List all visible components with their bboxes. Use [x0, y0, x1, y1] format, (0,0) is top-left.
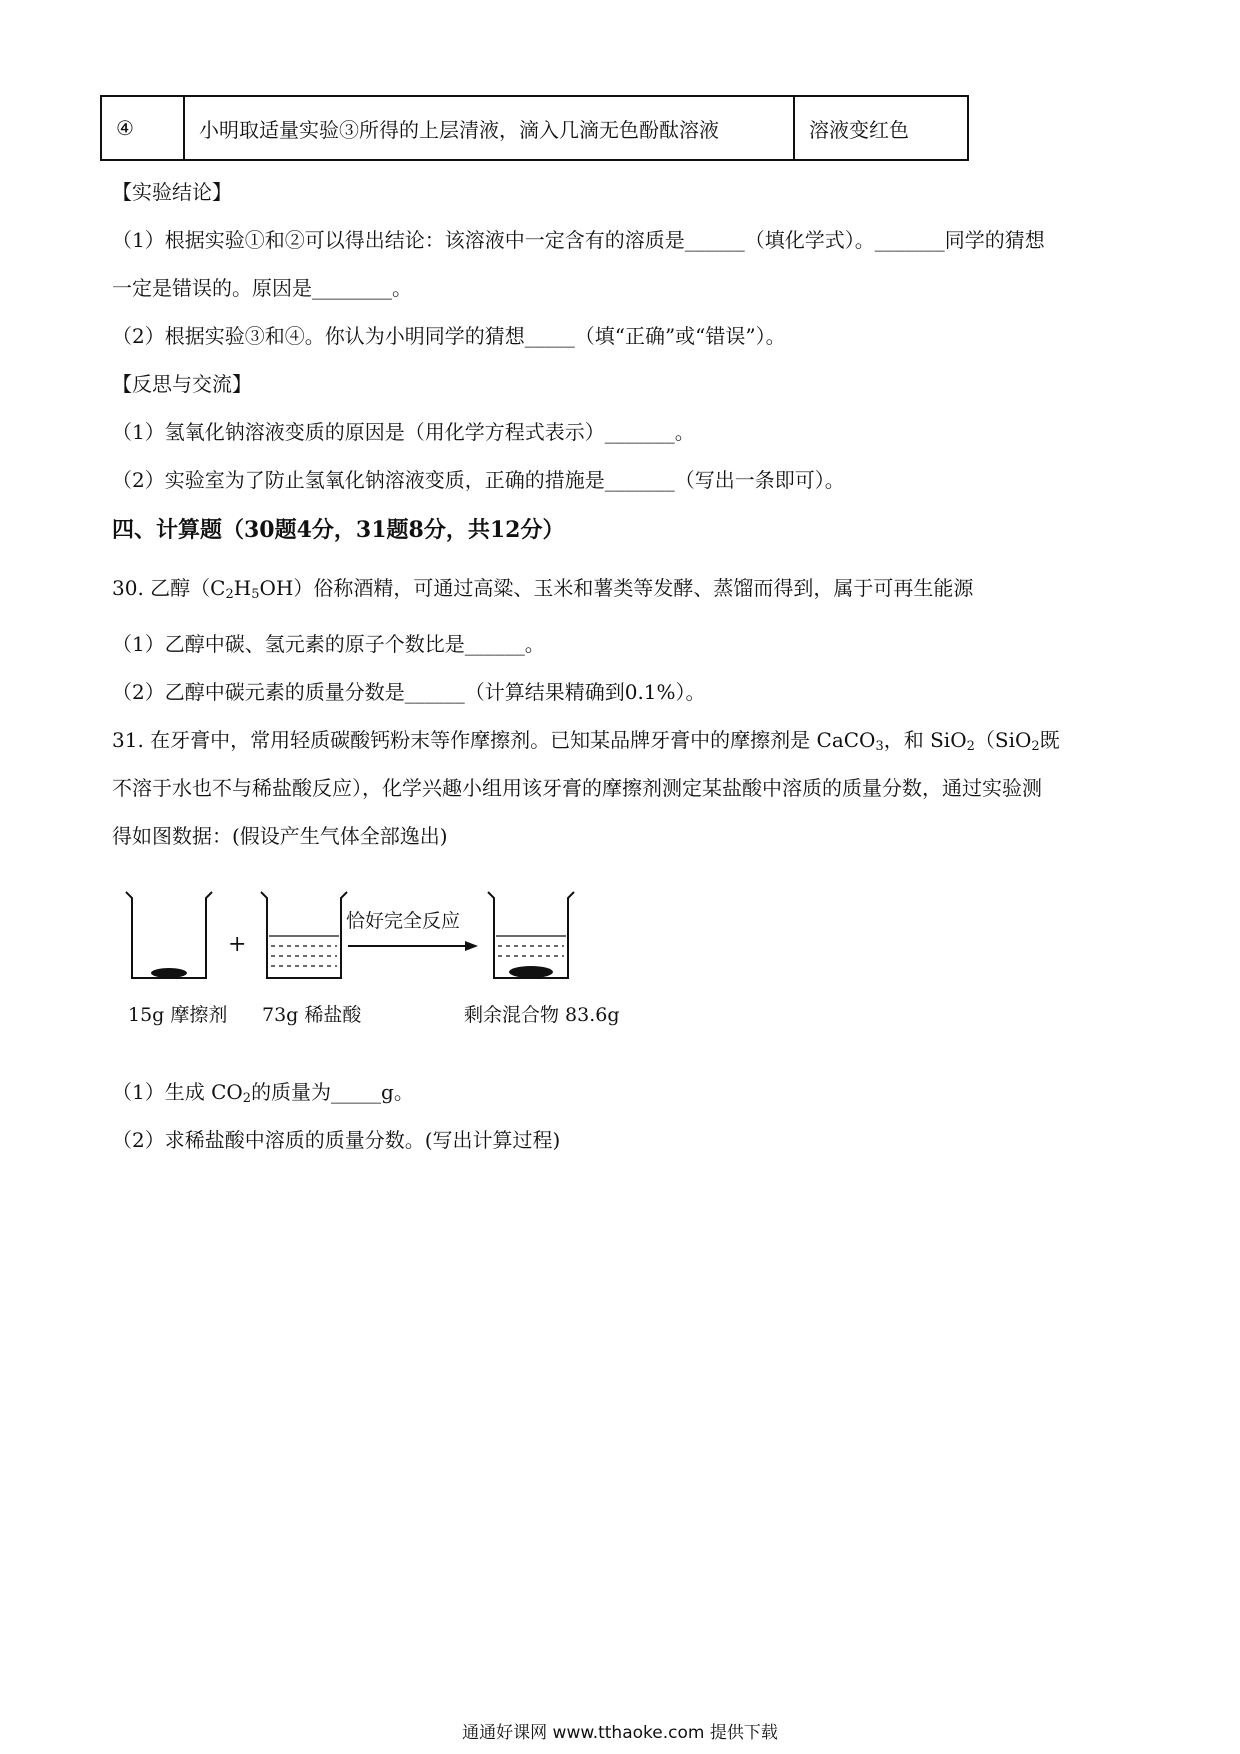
reflection-heading: 【反思与交流】 [112, 372, 252, 396]
step-number: ④ [101, 96, 184, 160]
conclusion-q2: （2）根据实验③和④。你认为小明同学的猜想_____（填“正确”或“错误”）。 [112, 324, 786, 348]
experiment-figure [120, 880, 660, 1030]
reflection-q1: （1）氢氧化钠溶液变质的原因是（用化学方程式表示）_______。 [112, 420, 695, 444]
powder-icon [151, 968, 187, 978]
plus-sign: + [228, 932, 247, 957]
reaction-arrow-icon [348, 941, 478, 951]
q31-line1: 31. 在牙膏中，常用轻质碳酸钙粉末等作摩擦剂。已知某品牌牙膏中的摩擦剂是 CaCO$_3$，和 SiO$_2$（SiO$_2$既 [112, 728, 1060, 754]
beaker-1-icon [126, 892, 212, 978]
reflection-q2: （2）实验室为了防止氢氧化钠溶液变质，正确的措施是_______（写出一条即可）。 [112, 468, 845, 492]
q30-part1: （1）乙醇中碳、氢元素的原子个数比是______。 [112, 632, 545, 656]
experiment-table [100, 95, 969, 161]
q30-part2: （2）乙醇中碳元素的质量分数是______（计算结果精确到0.1%）。 [112, 680, 706, 704]
label-abrasive: 15g 摩擦剂 [128, 1004, 228, 1026]
beaker-diagram [120, 880, 660, 990]
section-title: 四、计算题（30题4分，31题8分，共12分） [112, 517, 565, 543]
liquid-2-icon [269, 936, 339, 966]
q31-line2: 不溶于水也不与稀盐酸反应），化学兴趣小组用该牙膏的摩擦剂测定某盐酸中溶质的质量分数，通过实验测 [112, 776, 1042, 800]
q31-part1: （1）生成 $CO_2$的质量为_____g。 [112, 1080, 414, 1106]
beaker-2-icon [261, 892, 347, 978]
footer-text: 通通好课网 www.tthaoke.com 提供下载 [462, 1723, 778, 1743]
q30-stem: 30. 乙醇$(C_2H_5OH)$俗称酒精，可通过高粱、玉米和薯类等发酵、蒸馏而得到，属于可再生能源 [112, 576, 974, 602]
label-hcl: 73g 稀盐酸 [262, 1004, 362, 1026]
beaker-3-icon [488, 892, 574, 978]
operation-cell: 小明取适量实验③所得的上层清液，滴入几滴无色酚酞溶液 [184, 96, 794, 160]
label-remainder: 剩余混合物 83.6g [464, 1004, 620, 1026]
table-row [101, 96, 968, 160]
conclusion-q1-line1: （1）根据实验①和②可以得出结论：该溶液中一定含有的溶质是______（填化学式）。_______同学的猜想 [112, 228, 1045, 252]
q31-part2: （2）求稀盐酸中溶质的质量分数。(写出计算过程) [112, 1128, 561, 1152]
conclusion-q1-line2: 一定是错误的。原因是________。 [112, 276, 412, 300]
residue-icon [509, 966, 553, 978]
phenomenon-cell: 溶液变红色 [794, 96, 968, 160]
liquid-3-icon [496, 936, 566, 956]
arrow-label: 恰好完全反应 [346, 910, 461, 932]
q31-line3: 得如图数据：(假设产生气体全部逸出) [112, 824, 448, 848]
conclusion-heading: 【实验结论】 [112, 180, 232, 204]
